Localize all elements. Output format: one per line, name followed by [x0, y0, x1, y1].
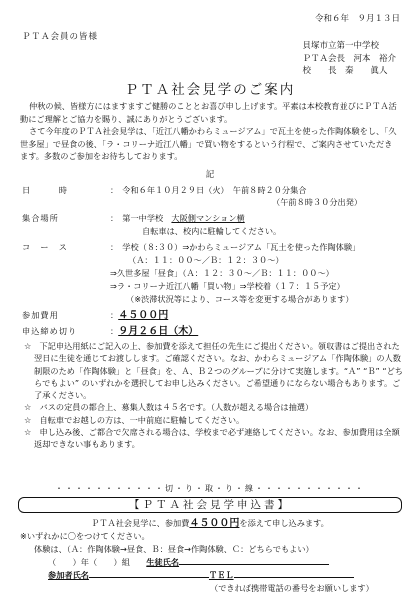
place-row	[22, 214, 245, 224]
participant-name-label: 参加者氏名	[48, 570, 89, 580]
note-item: ☆ 下記申込用紙にご記入の上、参加費を添えて担任の先生にご提出ください。領収書はご提出された翌日に生徒を通じてお渡しします。ご確認ください。なお、かわらミュージアム「作陶体験」の人数制限のため「作陶体験」と「昼食」を、Ａ、Ｂ２つのグループに分けて実施します。“Ａ” “Ｂ” “どちらでもよい” のいずれかを選択してお申し込みください。ご希望通りにならない場合もあります。ご了承ください。	[24, 341, 403, 401]
date-label: 日 時	[22, 185, 68, 195]
date-sub: （午前８時３０分出発）	[272, 197, 363, 207]
course-label: コ ー ス	[22, 242, 68, 252]
tel-note: （できれば携帯電話の番号をお願いします）	[210, 583, 374, 593]
deadline-row: 申込締め切り ：９月２６日（木）	[22, 326, 199, 337]
tel-field[interactable]	[234, 569, 354, 578]
participant-name-field[interactable]	[89, 569, 209, 578]
intro-paragraph-1: 仲秋の候、皆様方にはますますご健勝のこととお喜び申し上げます。平素は本校教育並びにＰＴＡ活動にご理解とご協力を賜り、誠にありがとうございます。	[20, 101, 397, 124]
course-line-2: （Ａ：１１：００〜／Ｂ：１２：３０〜）	[128, 255, 284, 265]
place-value-prefix: ： 第一中学校	[110, 213, 164, 223]
course-line-3: ⇒久世多屋「昼食」（Ａ：１２：３０〜／Ｂ：１１：００〜）	[110, 268, 334, 278]
fee-row: 参加費用 ：４５００円	[22, 310, 169, 321]
deadline-label: 申込締め切り	[22, 326, 78, 336]
form-line-1-prefix: ＰＴＡ社会見学に、参加費	[91, 518, 190, 528]
form-line-1-fee: ４５００円	[189, 518, 240, 529]
intro-text	[20, 100, 400, 163]
course-line-1: ： 学校（８:３０）⇒かわらミュージアム「瓦土を使った作陶体験」	[110, 242, 361, 252]
fee-value: ４５００円	[118, 310, 169, 321]
notes-list	[20, 340, 405, 451]
addressee: ＰＴＡ会員の皆様	[22, 32, 99, 42]
note-item: ☆ 申し込み後、ご都合で欠席される場合は、学校まで必ず連絡してください。なお、参加費用は全額返却できない事もあります。	[24, 427, 400, 450]
form-line-2: ※いずれかに〇をつけてください。	[20, 531, 150, 541]
form-title: 【ＰＴＡ社会見学申込書】	[18, 497, 402, 513]
course-line-4: ⇒ラ・コリーナ近江八幡「買い物」⇒学校着（１７：１５予定）	[110, 281, 345, 291]
note-item: ☆ バスの定員の都合上、募集人数は４５名です。（人数が超える場合は抽選）	[24, 402, 314, 413]
sender-block	[302, 40, 396, 78]
sender-school: 貝塚市立第一中学校	[302, 41, 379, 51]
tel-label: ＴＥＬ	[208, 570, 234, 580]
class-field[interactable]: （ ）年（ ）組	[48, 557, 130, 567]
intro-paragraph-2: さて今年度のＰＴＡ社会見学は、「近江八幡かわらミュージアム」で瓦土を使った作陶体験をし、「久世多屋」で昼食の後、「ラ・コリーナ近江八幡」で買い物をするという行程で、ご案内させていただきます。多数のご参加をお待ちしております。	[20, 126, 397, 161]
place-label: 集合場所	[22, 213, 59, 223]
sender-principal: 校 長 秦 眞人	[302, 66, 388, 76]
application-form	[20, 517, 400, 595]
experience-choice[interactable]: 体験は、（Ａ：作陶体験→昼食、Ｂ：昼食→作陶体験、Ｃ：どちらでもよい）	[34, 544, 314, 554]
fee-label: 参加費用	[22, 310, 59, 320]
class-student-row	[20, 556, 400, 569]
deadline-value: ９月２６日（木）	[118, 326, 199, 337]
page-title: ＰＴＡ社会見学のご案内	[124, 82, 296, 98]
form-line-1-suffix: を添えて申し込みます。	[239, 518, 329, 528]
participant-row	[20, 569, 400, 582]
place-value-underlined: 大阪側マンション横	[171, 213, 245, 223]
note-item: ☆ 自転車でお越しの方は、一中前庭に駐輪してください。	[24, 414, 245, 425]
ki-heading: 記	[205, 170, 215, 180]
document-date: 令和６年 ９月１３日	[314, 14, 400, 24]
place-sub: 自転車は、校内に駐輪してください。	[142, 226, 282, 236]
sender-pta-chair: ＰＴＡ会長 河本 裕介	[302, 53, 396, 64]
date-row	[22, 186, 307, 196]
student-name-field[interactable]	[179, 556, 329, 565]
course-row	[22, 243, 360, 253]
date-value: ： 令和６年１０月２９日（火） 午前８時２０分集合	[110, 185, 307, 195]
course-line-5: （※渋滞状況等により、コース等を変更する場合があります）	[126, 294, 354, 304]
form-line-1	[20, 517, 400, 530]
cut-line: ・・・・・・・・・・・切・り・取・り・線・・・・・・・・・・・	[55, 484, 365, 493]
student-name-label: 生徒氏名	[146, 557, 180, 567]
